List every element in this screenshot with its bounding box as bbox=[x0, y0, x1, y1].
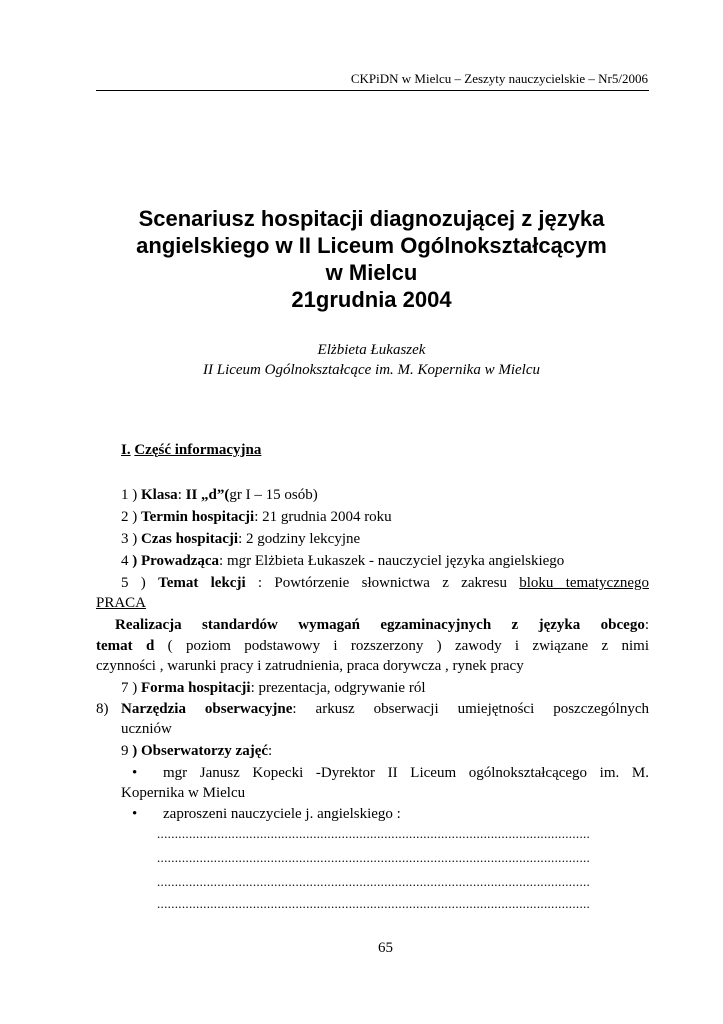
item-value: : mgr Elżbieta Łukaszek - nauczyciel języka angielskiego bbox=[219, 553, 565, 569]
item-separator: : bbox=[644, 617, 649, 633]
list-item bbox=[121, 487, 318, 504]
header-rule bbox=[96, 90, 649, 91]
item-label: Temat lekcji bbox=[158, 575, 246, 591]
item-separator: : bbox=[177, 487, 182, 503]
list-item-continuation: czynności , warunki pracy i zatrudnienia, praca dorywcza , rynek pracy bbox=[96, 658, 524, 674]
item-label: temat d bbox=[96, 638, 155, 654]
item-value: : bbox=[268, 743, 273, 759]
list-item bbox=[121, 680, 426, 697]
item-number: 2 ) bbox=[121, 509, 138, 525]
observer-item: mgr Janusz Kopecki -Dyrektor II Liceum ogólnokształcącego im. M. bbox=[163, 765, 649, 781]
item-value-underlined: PRACA bbox=[96, 595, 147, 611]
item-value-underlined: bloku tematycznego bbox=[519, 575, 650, 591]
list-item bbox=[121, 575, 649, 592]
title-line: Scenariusz hospitacji diagnozującej z języka bbox=[138, 206, 605, 231]
list-item bbox=[121, 743, 272, 760]
item-label: Narzędzia obserwacyjne bbox=[121, 701, 293, 717]
item-value: : prezentacja, odgrywanie ról bbox=[250, 680, 426, 696]
item-number: 4 bbox=[121, 553, 129, 569]
item-value: ( poziom podstawowy i rozszerzony ) zawody i związane z nimi bbox=[154, 638, 649, 654]
title-line: w Mielcu bbox=[325, 260, 418, 285]
bullet-icon: • bbox=[132, 765, 138, 781]
title-line: 21grudnia 2004 bbox=[291, 287, 452, 312]
dotted-line: .......................................................................................................................... bbox=[157, 850, 591, 865]
section-heading bbox=[121, 442, 261, 459]
item-number: 7 ) bbox=[121, 680, 138, 696]
item-value: gr I – 15 osób) bbox=[229, 487, 318, 503]
author-name: Elżbieta Łukaszek bbox=[317, 342, 426, 358]
list-item bbox=[121, 553, 564, 570]
page-number: 65 bbox=[378, 940, 393, 956]
item-value: : 21 grudnia 2004 roku bbox=[254, 509, 392, 525]
list-item bbox=[121, 531, 360, 548]
item-value: : 2 godziny lekcyjne bbox=[238, 531, 361, 547]
item-value-bold: II „d”( bbox=[185, 487, 230, 503]
dotted-line: .......................................................................................................................... bbox=[157, 896, 591, 911]
document-title bbox=[80, 205, 663, 313]
title-line: angielskiego w II Liceum Ogólnokształcącym bbox=[136, 233, 607, 258]
bullet-icon: • bbox=[132, 806, 138, 822]
observer-item: zaproszeni nauczyciele j. angielskiego : bbox=[163, 806, 401, 822]
list-item-continuation: uczniów bbox=[121, 721, 172, 737]
list-item-continuation bbox=[96, 595, 146, 612]
section-number: I. bbox=[121, 442, 131, 458]
section-title: Część informacyjna bbox=[134, 442, 262, 458]
item-label: Termin hospitacji bbox=[141, 509, 255, 525]
item-label: Realizacja standardów wymagań egzaminacyjnych z języka obcego bbox=[115, 617, 645, 633]
list-item-continuation bbox=[96, 638, 649, 655]
item-label: Czas hospitacji bbox=[141, 531, 239, 547]
item-number: 3 ) bbox=[121, 531, 138, 547]
item-number: 5 ) bbox=[121, 575, 146, 591]
item-label: ) Prowadząca bbox=[132, 553, 220, 569]
item-value: : Powtórzenie słownictwa z zakresu bbox=[245, 575, 520, 591]
list-item bbox=[115, 617, 649, 634]
list-item bbox=[121, 509, 392, 526]
item-label: Forma hospitacji bbox=[141, 680, 251, 696]
item-value: : arkusz obserwacji umiejętności poszczególnych bbox=[292, 701, 649, 717]
author-affiliation: II Liceum Ogólnokształcące im. M. Kopernika w Mielcu bbox=[202, 362, 540, 378]
item-label: Klasa bbox=[141, 487, 178, 503]
item-number: 1 ) bbox=[121, 487, 138, 503]
item-number: 9 bbox=[121, 743, 129, 759]
running-header: CKPiDN w Mielcu – Zeszyty nauczycielskie – Nr5/2006 bbox=[350, 71, 648, 86]
observer-item-continuation: Kopernika w Mielcu bbox=[121, 785, 246, 801]
list-item bbox=[121, 701, 649, 718]
dotted-line: .......................................................................................................................... bbox=[157, 874, 591, 889]
item-label: ) Obserwatorzy zajęć bbox=[132, 743, 269, 759]
item-number: 8) bbox=[96, 701, 109, 717]
dotted-line: .......................................................................................................................... bbox=[157, 826, 591, 841]
